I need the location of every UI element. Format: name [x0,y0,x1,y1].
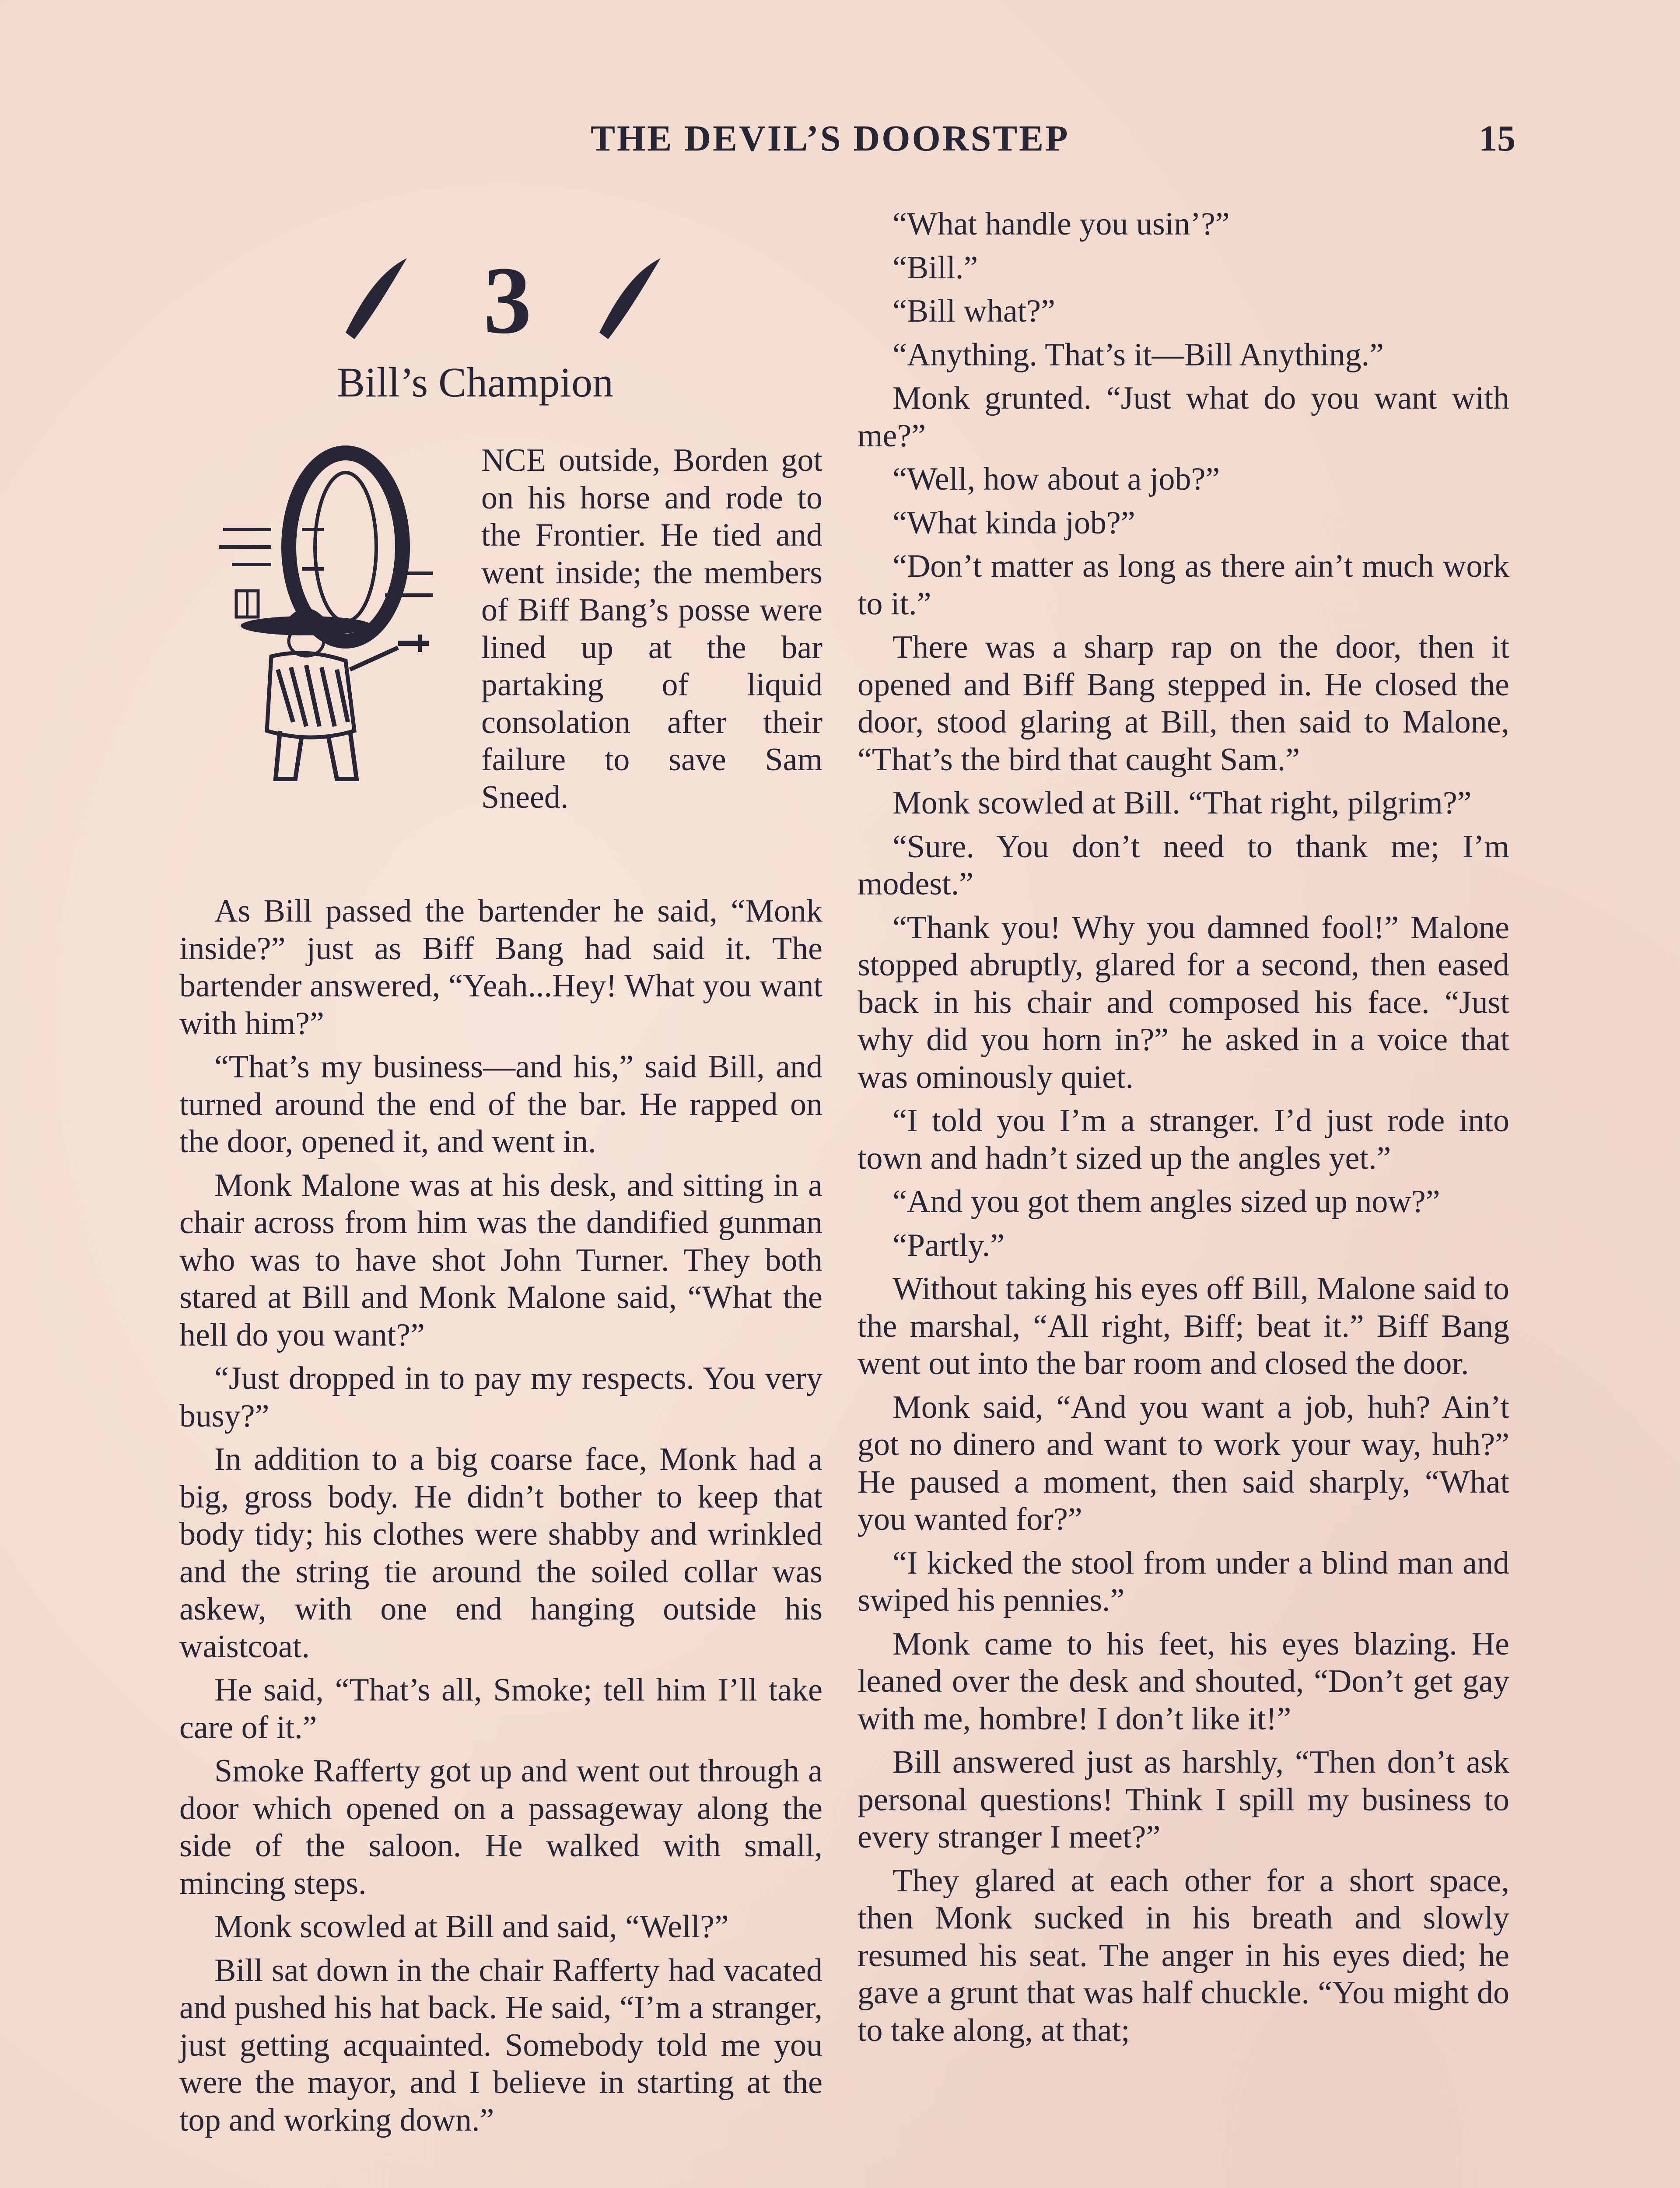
paragraph: Bill sat down in the chair Rafferty had vacated and pushed his hat back. He said, “I’m a stranger, just getting acquainted. Somebody told me you were the mayor, and I believe in starting at the top and working down.” [179,1952,822,2138]
paragraph: Monk scowled at Bill and said, “Well?” [214,1909,729,1945]
paragraph: Smoke Rafferty got up and went out through a door which opened on a passageway along the side of the saloon. He walked with small, mincing steps. [179,1753,822,1901]
paragraph: “Thank you! Why you damned fool!” Malone stopped abruptly, glared for a second, then eased back in his chair and composed his face. “Just why did you horn in?” he asked in a voice that was ominously quiet. [858,909,1509,1095]
opening-text: NCE outside, Borden got on his horse and rode to the Frontier. He tied and went inside; the members of Biff Bang’s posse were lined up at the bar partaking of liquid consolation after their failure to save Sam Sneed. [481,442,822,815]
right-flourish-icon [599,258,661,339]
paragraph: There was a sharp rap on the door, then it opened and Biff Bang stepped in. He closed the door, stood glaring at Bill, then said to Malone, “That’s the bird that caught Sam.” [858,629,1509,778]
paragraph: “Well, how about a job?” [892,461,1220,497]
paragraph: Monk came to his feet, his eyes blazing. He leaned over the desk and shouted, “Don’t get gay with me, hombre! I don’t like it!” [858,1626,1509,1737]
paragraph: Monk grunted. “Just what do you want with me?” [858,380,1509,454]
paragraph: “Bill.” [892,249,978,286]
paragraph: Bill answered just as harshly, “Then don’t ask personal questions! Think I spill my business to every stranger I meet?” [858,1744,1509,1855]
paragraph: Monk said, “And you want a job, huh? Ain’t got no dinero and want to work your way, huh?” He paused a moment, then said sharply, “What you wanted for?” [858,1389,1509,1537]
opening-paragraph [481,442,822,816]
paragraph: “I told you I’m a stranger. I’d just rode into town and hadn’t sized up the angles yet.” [858,1103,1509,1176]
chapter-title: Bill’s Champion [337,359,614,406]
paragraph: Without taking his eyes off Bill, Malone said to the marshal, “All right, Biff; beat it.” Biff Bang went out into the bar room and closed the door. [858,1271,1509,1382]
paragraph: “Just dropped in to pay my respects. You very busy?” [179,1360,822,1434]
paragraph: Monk Malone was at his desk, and sitting in a chair across from him was the dandified gunman who was to have shot John Turner. They both stared at Bill and Monk Malone said, “What the hell do you want?” [179,1167,822,1353]
paragraph: “What handle you usin’?” [892,206,1230,242]
paragraph: “And you got them angles sized up now?” [892,1184,1440,1220]
paragraph: “Partly.” [892,1227,1005,1263]
drop-cap-illustration [206,430,455,792]
right-column [858,206,1509,2055]
page-number: 15 [1479,118,1516,159]
paragraph: As Bill passed the bartender he said, “Monk inside?” just as Biff Bang had said it. The bartender answered, “Yeah...Hey! What you want with him?” [179,893,822,1041]
paragraph: “Anything. That’s it—Bill Anything.” [892,337,1384,373]
left-column [179,893,822,2145]
paragraph: Monk scowled at Bill. “That right, pilgrim?” [892,785,1472,821]
paragraph: In addition to a big coarse face, Monk had a big, gross body. He didn’t bother to keep that body tidy; his clothes were shabby and wrinkled and the string tie around the soiled collar was askew, with one end hanging outside his waistcoat. [179,1441,822,1665]
left-flourish-icon [346,258,407,339]
drop-cap-letter: O [344,430,347,435]
running-title: THE DEVIL’S DOORSTEP [591,118,1070,159]
paragraph: “That’s my business—and his,” said Bill, and turned around the end of the bar. He rapped on the door, opened it, and went in. [179,1049,822,1160]
paragraph: He said, “That’s all, Smoke; tell him I’ll take care of it.” [179,1672,822,1746]
paragraph: “Don’t matter as long as there ain’t much work to it.” [858,548,1509,622]
paragraph: “I kicked the stool from under a blind man and swiped his pennies.” [858,1545,1509,1618]
chapter-heading [337,245,678,354]
paragraph: They glared at each other for a short space, then Monk sucked in his breath and slowly resumed his seat. The anger in his eyes died; he gave a grunt that was half chuckle. “You might do to take along, at that; [858,1862,1509,2048]
paragraph: “Bill what?” [892,293,1055,329]
paragraph: “What kinda job?” [892,505,1135,541]
chapter-number: 3 [483,247,532,354]
paragraph: “Sure. You don’t need to thank me; I’m modest.” [858,828,1509,902]
